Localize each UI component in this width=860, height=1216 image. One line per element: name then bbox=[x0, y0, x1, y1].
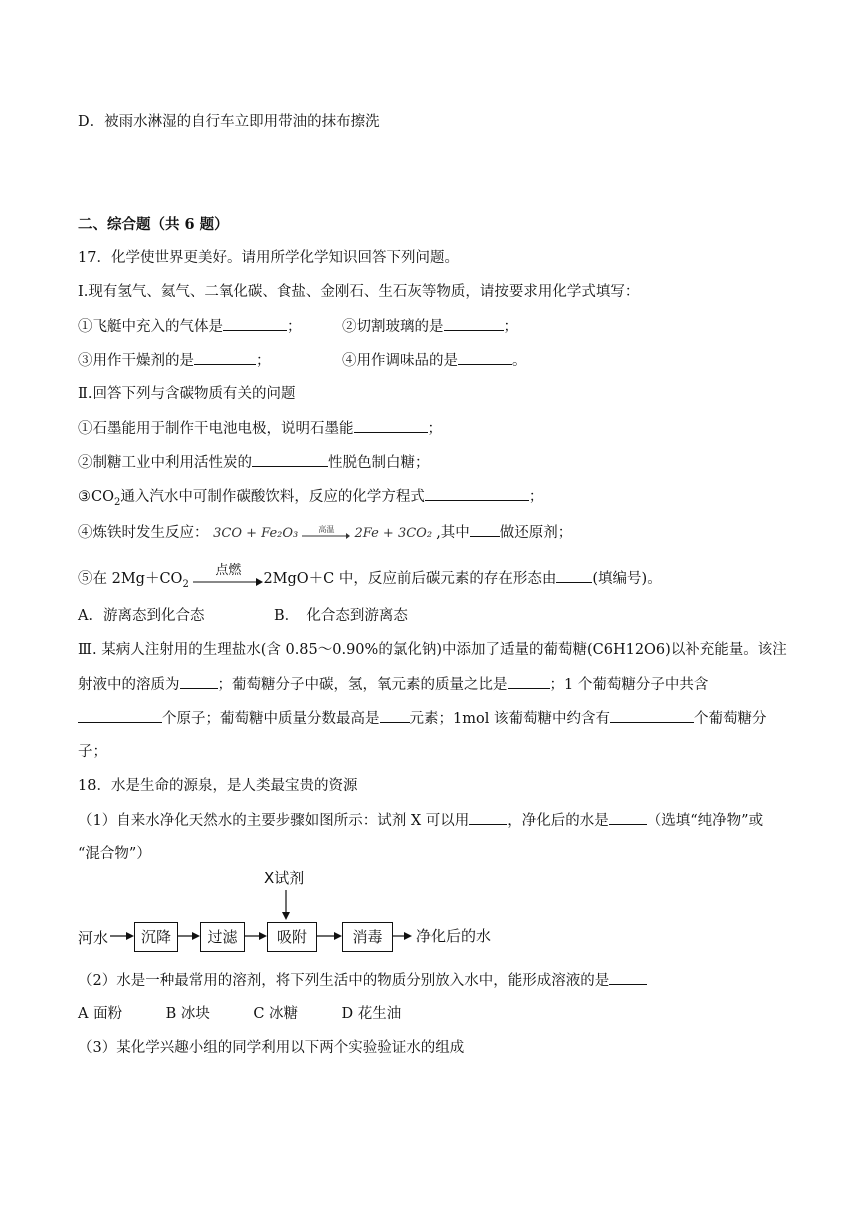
q17-ii-2: ②制糖工业中利用活性炭的 性脱色制白糖； bbox=[78, 452, 790, 473]
answer-blank[interactable] bbox=[425, 486, 529, 501]
q18-1: （1）自来水净化天然水的主要步骤如图所示：试剂 X 可以用 ，净化后的水是 （选填“纯净物”或 bbox=[78, 810, 790, 831]
q18-3: （3）某化学兴趣小组的同学利用以下两个实验验证水的组成 bbox=[78, 1040, 465, 1056]
q17-i-row2: ③用作干燥剂的是 ； ④用作调味品的是 。 bbox=[78, 350, 790, 371]
flow-start: 河水 bbox=[78, 929, 109, 947]
answer-blank[interactable] bbox=[252, 452, 328, 467]
answer-blank[interactable] bbox=[610, 708, 694, 723]
q17-options bbox=[78, 606, 790, 626]
answer-blank[interactable] bbox=[444, 316, 504, 331]
answer-blank[interactable] bbox=[470, 522, 500, 537]
q18-stem: 18．水是生命的源泉，是人类最宝贵的资源 bbox=[78, 778, 358, 794]
q17-stem: 17．化学使世界更美好。请用所学化学知识回答下列问题。 bbox=[78, 250, 459, 266]
answer-blank[interactable] bbox=[78, 708, 162, 723]
flow-step-adsorb: 吸附 bbox=[267, 922, 317, 952]
reaction-arrow: 点燃 bbox=[193, 569, 263, 589]
flow-step-filter: 过滤 bbox=[200, 922, 245, 952]
q17-ii-3: $③CO_2$通入汽水中可制作碳酸饮料，反应的化学方程式 ； bbox=[78, 486, 790, 513]
reagent-label: X试剂 bbox=[264, 869, 305, 887]
answer-blank[interactable] bbox=[609, 810, 647, 825]
option-b[interactable]: B． 化合态到游离态 bbox=[274, 608, 408, 624]
purification-flow-diagram bbox=[78, 868, 518, 958]
q17-ii-4: ④炼铁时发生反应： 3CO + Fe₂O₃ 高温 2Fe + 3CO₂ ,其中 做还原剂； bbox=[78, 522, 790, 544]
answer-blank[interactable] bbox=[354, 418, 428, 433]
reaction-arrow: 高温 bbox=[302, 524, 350, 544]
q17-part-iii: Ⅲ. 某病人注射用的生理盐水(含 0.85～0.90%的氯化钠)中添加了适量的葡萄糖(C6H12O6)以补充能量。该注 bbox=[78, 642, 787, 658]
q17-part-ii: Ⅱ.回答下列与含碳物质有关的问题 bbox=[78, 386, 296, 402]
q17-ii-1: ①石墨能用于制作干电池电极，说明石墨能 ； bbox=[78, 418, 790, 439]
answer-blank[interactable] bbox=[223, 316, 287, 331]
q17-ii-5: ⑤在 $2Mg+CO_2$ 点燃 2MgO＋C 中，反应前后碳元素的存在形态由 (填编号)。 bbox=[78, 563, 662, 590]
answer-blank[interactable] bbox=[609, 970, 647, 985]
option-d: D．被雨水淋湿的自行车立即用带油的抹布擦洗 bbox=[78, 114, 380, 130]
q17-iii-2: 射液中的溶质为 ；葡萄糖分子中碳，氢，氧元素的质量之比是 ；1 个葡萄糖分子中共含 bbox=[78, 674, 790, 695]
flow-end: 净化后的水 bbox=[416, 927, 492, 945]
answer-blank[interactable] bbox=[194, 350, 256, 365]
q17-i-row1: ①飞艇中充入的气体是 ； ②切割玻璃的是 ； bbox=[78, 316, 790, 337]
section-heading: 二、综合题（共 6 题） bbox=[78, 216, 229, 233]
q17-iii-4: 子； bbox=[78, 744, 107, 760]
equation: 3CO + Fe₂O₃ 高温 2Fe + 3CO₂ bbox=[213, 526, 436, 541]
answer-blank[interactable] bbox=[556, 568, 592, 583]
answer-blank[interactable] bbox=[180, 674, 218, 689]
answer-blank[interactable] bbox=[469, 810, 507, 825]
q18-2-options: A 面粉 B 冰块 C 冰糖 D 花生油 bbox=[78, 1006, 402, 1022]
q17-iii-3: 个原子；葡萄糖中质量分数最高是 元素；1mol 该葡萄糖中约含有 个葡萄糖分 bbox=[78, 708, 790, 729]
q18-2: （2）水是一种最常用的溶剂，将下列生活中的物质分别放入水中，能形成溶液的是 bbox=[78, 970, 790, 991]
flow-step-disinfect: 消毒 bbox=[342, 922, 393, 952]
option-a[interactable]: A．游离态到化合态 bbox=[78, 608, 205, 624]
answer-blank[interactable] bbox=[508, 674, 550, 689]
q18-1-cont: “混合物”） bbox=[78, 846, 151, 862]
q17-part-i: Ⅰ.现有氢气、氦气、二氧化碳、食盐、金刚石、生石灰等物质，请按要求用化学式填写： bbox=[78, 284, 640, 300]
answer-blank[interactable] bbox=[380, 708, 410, 723]
answer-blank[interactable] bbox=[458, 350, 512, 365]
flow-step-settle: 沉降 bbox=[134, 922, 178, 952]
